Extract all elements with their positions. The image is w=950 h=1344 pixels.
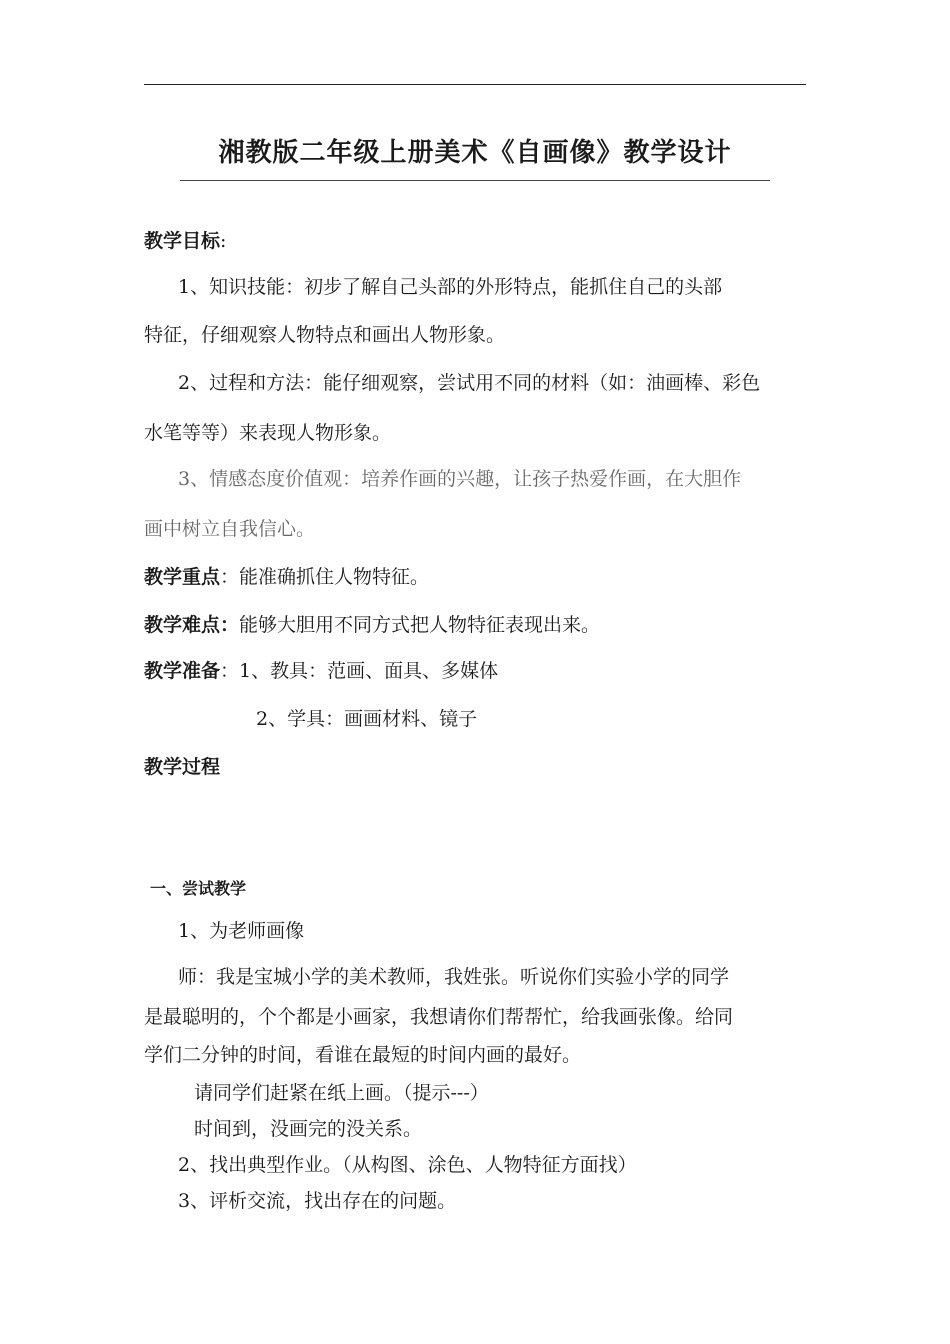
preparation-item-1: ：1、教具：范画、面具、多媒体 <box>220 660 499 682</box>
process-heading: 教学过程 <box>144 756 221 778</box>
difficulty-text: 能够大胆用不同方式把人物特征表现出来。 <box>239 614 601 636</box>
teacher-speech-line-2: 是最聪明的，个个都是小画家，我想请你们帮帮忙，给我画张像。给同 <box>144 1006 734 1028</box>
objectives-colon: : <box>220 230 227 252</box>
preparation-line <box>144 658 498 684</box>
section-1-item-2: 2、找出典型作业。（从构图、涂色、人物特征方面找） <box>178 1154 637 1176</box>
key-point-text: ：能准确抓住人物特征。 <box>220 566 430 588</box>
section-1-item-3: 3、评析交流，找出存在的问题。 <box>178 1190 457 1212</box>
objectives-heading: 教学目标 <box>144 230 221 252</box>
section-1-item-1: 1、为老师画像 <box>178 920 305 942</box>
teacher-speech-line-3: 学们二分钟的时间，看谁在最短的时间内画的最好。 <box>144 1044 582 1066</box>
preparation-label: 教学准备 <box>144 660 221 682</box>
key-point-line <box>144 564 429 590</box>
key-point-label: 教学重点 <box>144 566 221 588</box>
objective-1-line-2: 特征，仔细观察人物特点和画出人物形象。 <box>144 324 506 346</box>
time-up-note: 时间到，没画完的没关系。 <box>194 1118 423 1140</box>
document-title: 湘教版二年级上册美术《自画像》教学设计 <box>218 138 732 168</box>
difficulty-line <box>144 612 600 638</box>
header-rule <box>144 84 806 85</box>
teacher-speech-line-1: 师：我是宝城小学的美术教师，我姓张。听说你们实验小学的同学 <box>178 966 730 988</box>
section-1-heading: 一、尝试教学 <box>150 879 247 898</box>
difficulty-label: 教学难点： <box>144 614 240 636</box>
objectives-heading-line <box>144 228 226 254</box>
preparation-item-2: 2、学具：画画材料、镜子 <box>256 708 478 730</box>
objective-2-line-2: 水笔等等）来表现人物形象。 <box>144 422 392 444</box>
objective-3-line-1: 3、情感态度价值观：培养作画的兴趣，让孩子热爱作画，在大胆作 <box>178 468 742 490</box>
objective-3-line-2: 画中树立自我信心。 <box>144 518 316 540</box>
objective-1-line-1: 1、知识技能：初步了解自己头部的外形特点，能抓住自己的头部 <box>178 276 723 298</box>
title-underline <box>180 180 770 181</box>
draw-instruction: 请同学们赶紧在纸上画。（提示---） <box>194 1082 489 1104</box>
objective-2-line-1: 2、过程和方法：能仔细观察，尝试用不同的材料（如：油画棒、彩色 <box>178 372 761 394</box>
